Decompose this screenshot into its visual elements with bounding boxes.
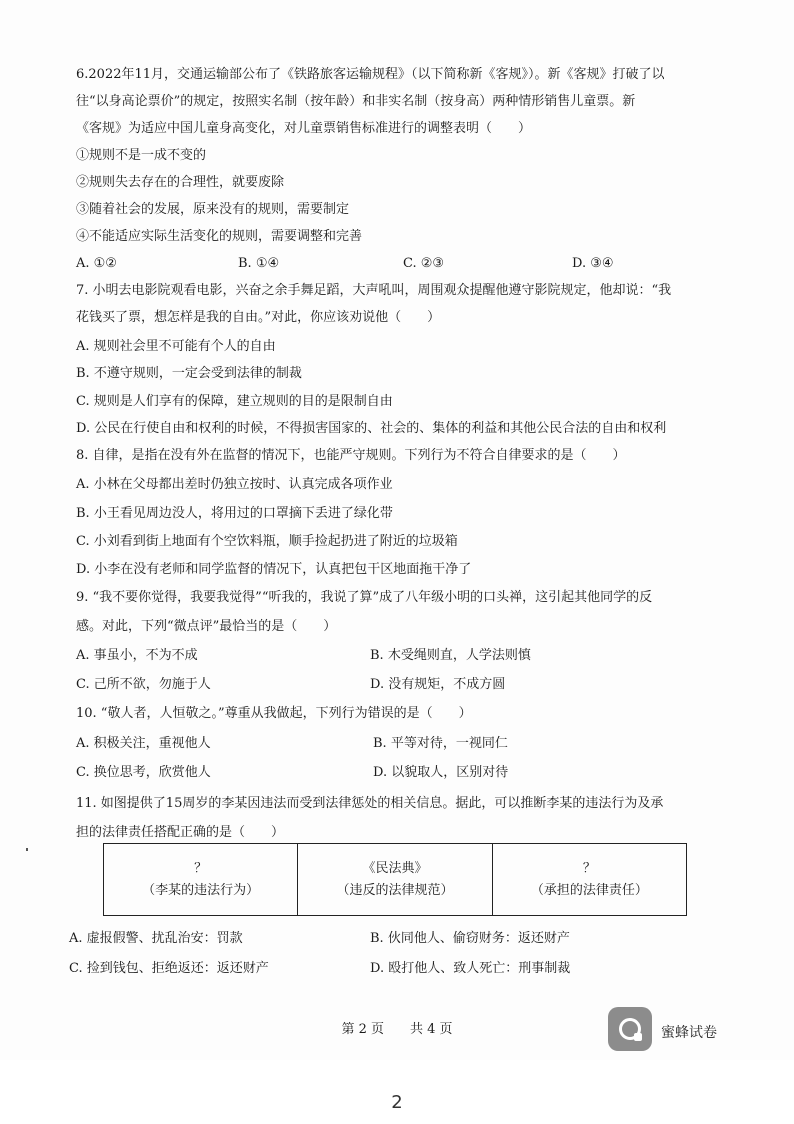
brand-name: 蜜蜂试卷 — [661, 1025, 717, 1041]
q6-statement-2: ②规则失去存在的合理性，就要废除 — [76, 175, 285, 190]
q9-option-d: D. 没有规矩，不成方圆 — [370, 677, 506, 692]
q10-option-b: B. 平等对待，一视同仁 — [373, 736, 508, 751]
q11-stem-line-2: 担的法律责任搭配正确的是（ ） — [76, 825, 285, 840]
q8-stem-line-1: 8. 自律，是指在没有外在监督的情况下，也能严守规则。下列行为不符合自律要求的是（ ） — [76, 448, 626, 463]
q7-option-c: C. 规则是人们享有的保障，建立规则的目的是限制自由 — [76, 394, 393, 409]
q6-option-c: C. ②③ — [403, 256, 445, 271]
q11-cell-2-bottom: （违反的法律规范） — [336, 882, 454, 898]
q7-stem-line-2: 花钱买了票，想怎样是我的自由。”对此，你应该劝说他（ ） — [76, 310, 441, 325]
q11-stem-line-1: 11. 如图提供了15周岁的李某因违法而受到法律惩处的相关信息。据此，可以推断李某的违法行为及承 — [76, 796, 664, 811]
q11-table-cell-liability — [492, 844, 686, 916]
q10-option-a: A. 积极关注，重视他人 — [76, 736, 211, 751]
scan-speck — [26, 848, 28, 851]
q10-option-c: C. 换位思考，欣赏他人 — [76, 765, 211, 780]
q8-option-a: A. 小林在父母都出差时仍独立按时、认真完成各项作业 — [76, 477, 393, 492]
q9-stem-line-2: 感。对此，下列“微点评”最恰当的是（ ） — [76, 619, 337, 634]
q11-option-a: A. 虚报假警、扰乱治安：罚款 — [69, 931, 243, 946]
q10-stem-line-1: 10. “敬人者，人恒敬之。”尊重从我做起，下列行为错误的是（ ） — [76, 706, 472, 721]
q9-stem-line-1: 9. “我不要你觉得，我要我觉得”“听我的，我说了算”成了八年级小明的口头禅，这引起其他同学的反 — [76, 590, 653, 605]
q6-option-a: A. ①② — [76, 256, 117, 271]
q10-option-d: D. 以貌取人，区别对待 — [373, 765, 509, 780]
q11-cell-3-bottom: （承担的法律责任） — [530, 882, 648, 898]
q11-option-c: C. 捡到钱包、拒绝返还：返还财产 — [69, 961, 269, 976]
q9-option-c: C. 己所不欲，勿施于人 — [76, 677, 211, 692]
q6-statement-3: ③随着社会的发展，原来没有的规则，需要制定 — [76, 202, 350, 217]
q11-table-cell-law — [298, 844, 492, 916]
q11-cell-3-top: ？ — [582, 860, 596, 876]
q9-option-b: B. 木受绳则直，人学法则慎 — [370, 648, 531, 663]
q7-option-d: D. 公民在行使自由和权利的时候，不得损害国家的、社会的、集体的利益和其他公民合法的自由和权利 — [76, 421, 667, 436]
q11-info-table — [103, 843, 687, 916]
q7-option-b: B. 不遵守规则，一定会受到法律的制裁 — [76, 366, 302, 381]
q11-cell-2-top: 《民法典》 — [362, 860, 428, 876]
q8-option-c: C. 小刘看到街上地面有个空饮料瓶，顺手捡起扔进了附近的垃圾箱 — [76, 534, 458, 549]
q6-stem-line-3: 《客规》为适应中国儿童身高变化，对儿童票销售标准进行的调整表明（ ） — [76, 121, 532, 136]
page-number: 2 — [391, 1092, 403, 1113]
q6-option-b: B. ①④ — [238, 256, 280, 271]
q9-option-a: A. 事虽小，不为不成 — [76, 648, 198, 663]
q11-cell-1-top: ？ — [194, 860, 208, 876]
q6-stem-line-1: 6.2022年11月，交通运输部公布了《铁路旅客运输规程》（以下简称新《客规》）。新《客规》打破了以 — [76, 67, 665, 82]
q11-option-b: B. 伙同他人、偷窃财务：返还财产 — [370, 931, 570, 946]
q6-statement-1: ①规则不是一成不变的 — [76, 148, 207, 163]
q11-option-d: D. 殴打他人、致人死亡：刑事制裁 — [370, 961, 571, 976]
q7-option-a: A. 规则社会里不可能有个人的自由 — [76, 339, 276, 354]
q6-option-d: D. ③④ — [572, 256, 614, 271]
q8-option-d: D. 小李在没有老师和同学监督的情况下，认真把包干区地面拖干净了 — [76, 562, 472, 577]
q8-option-b: B. 小王看见周边没人，将用过的口罩摘下丢进了绿化带 — [76, 506, 393, 521]
q6-statement-4: ④不能适应实际生活变化的规则，需要调整和完善 — [76, 229, 363, 244]
q7-stem-line-1: 7. 小明去电影院观看电影，兴奋之余手舞足蹈，大声吼叫，周围观众提醒他遵守影院规定，他却说：“我 — [76, 283, 672, 298]
q6-stem-line-2: 往“以身高论票价”的规定，按照实名制（按年龄）和非实名制（按身高）两种情形销售儿童票。新 — [76, 94, 636, 109]
page-footer: 第 2 页 共 4 页 — [341, 1022, 453, 1037]
q11-cell-1-bottom: （李某的违法行为） — [142, 882, 260, 898]
brand-logo-icon — [608, 1007, 652, 1051]
q11-table-cell-violation — [104, 844, 298, 916]
